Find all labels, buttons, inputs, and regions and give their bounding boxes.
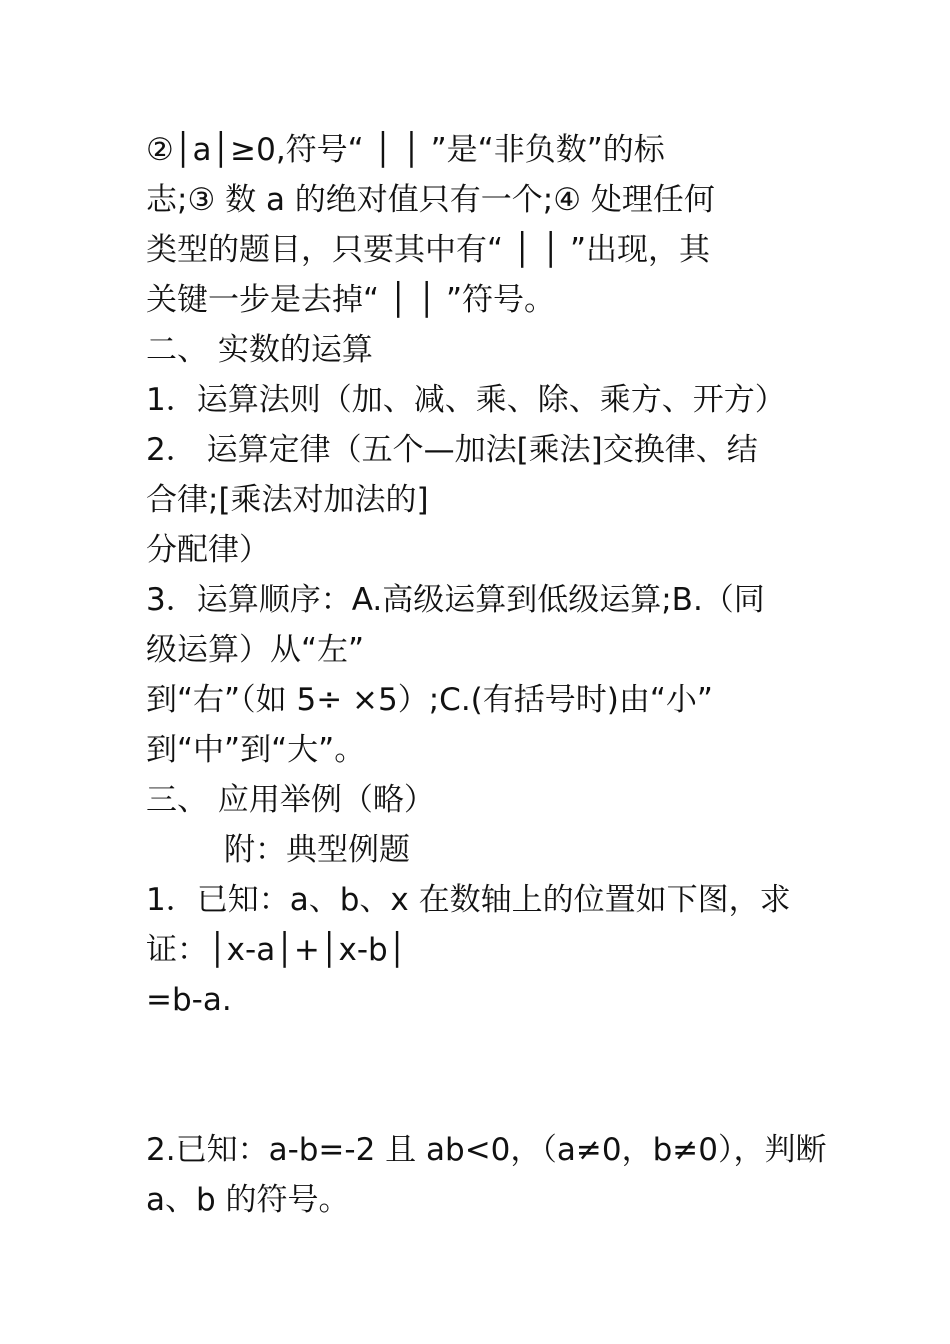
text-line: 2． 运算定律（五个—加法[乘法]交换律、结 <box>146 432 758 468</box>
text-line: 合律;[乘法对加法的] <box>146 482 429 518</box>
text-line: 到“中”到“大”。 <box>146 732 366 768</box>
text-line: ②│a│≥0,符号“ │ │ ”是“非负数”的标 <box>146 132 665 168</box>
text-line: =b-a. <box>146 982 232 1018</box>
document-page <box>146 125 827 1225</box>
text-line: 1．运算法则（加、减、乘、除、乘方、开方） <box>146 382 786 418</box>
text-line: a、b 的符号。 <box>146 1182 350 1218</box>
text-line: 1．已知：a、b、x 在数轴上的位置如下图，求 <box>146 882 791 918</box>
blank-space <box>146 1025 810 1125</box>
section-heading-application-examples: 三、 应用举例（略） <box>146 782 435 818</box>
text-line: 3．运算顺序：A.高级运算到低级运算;B.（同 <box>146 582 765 618</box>
text-line: 类型的题目，只要其中有“ │ │ ”出现，其 <box>146 232 711 268</box>
text-line: 级运算）从“左” <box>146 632 365 668</box>
section-heading-real-number-operations: 二、 实数的运算 <box>146 332 373 368</box>
text-line: 证：│x-a│+│x-b│ <box>146 932 407 968</box>
text-line: 关键一步是去掉“ │ │ ”符号。 <box>146 282 556 318</box>
text-line: 2.已知：a-b=-2 且 ab<0，（a≠0，b≠0），判断 <box>146 1132 827 1168</box>
text-line: 到“右”（如 5÷ ×5）;C.(有括号时)由“小” <box>146 682 713 718</box>
subheading-typical-examples: 附：典型例题 <box>224 832 410 868</box>
text-line: 分配律） <box>146 532 270 568</box>
text-line: 志;③ 数 a 的绝对值只有一个;④ 处理任何 <box>146 182 715 218</box>
